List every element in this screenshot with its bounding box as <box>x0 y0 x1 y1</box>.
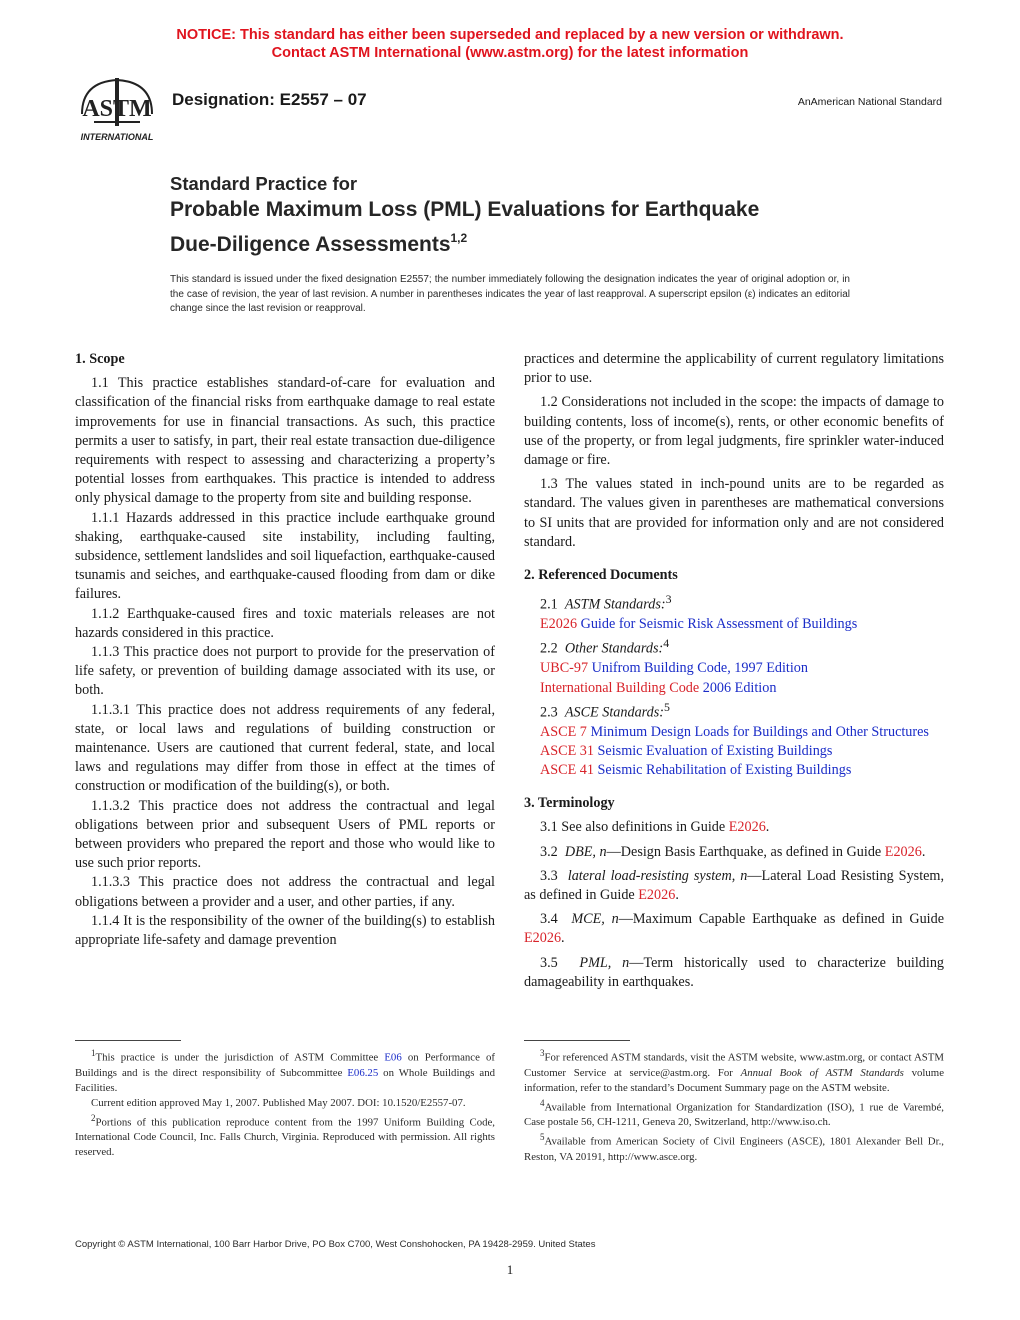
footnotes-left <box>75 1046 495 1160</box>
term-3-2: 3.2 DBE, n—Design Basis Earthquake, as defined in Guide E2026. <box>540 843 926 860</box>
footnote-1-link-e06[interactable]: E06 <box>384 1051 402 1064</box>
ref-asce31[interactable] <box>524 742 944 761</box>
ref-e2026-code[interactable]: E2026 <box>540 616 578 633</box>
intro-paragraph: This standard is issued under the fixed designation E2557; the number immediately following the designation indicates the year of original adoption or, in the case of revision, the year of last revision. A number in parentheses indicates the year of last reapproval. A superscript epsilon (ε) indicates an editorial change since the last revision or reapproval. <box>170 274 850 314</box>
title-line-3: Due-Diligence Assessments$^{1,2}$ <box>170 231 468 256</box>
ref-e2026[interactable] <box>524 615 944 634</box>
term-3-1-link[interactable]: E2026 <box>728 819 766 836</box>
withdrawal-notice <box>0 26 1020 62</box>
right-column <box>524 350 944 992</box>
logo-subtext: INTERNATIONAL <box>80 132 154 142</box>
designation: Designation: E2557 – 07 <box>172 90 367 109</box>
section-heading-referenced-documents: 2. Referenced Documents <box>524 567 678 584</box>
para-1-3: 1.3 The values stated in inch-pound units are to be regarded as standard. The values given in parentheses are mathematical conversions to SI units that are provided for information only and are not considered standard. <box>524 476 944 550</box>
ref-ibc-text[interactable]: International Building Code <box>540 679 700 696</box>
logo-text: ASTM <box>82 96 152 122</box>
astm-standards-label: 2.1 ASTM Standards:$^3$ <box>540 592 672 613</box>
footnote-1-edition: Current edition approved May 1, 2007. Published May 2007. DOI: 10.1520/E2557-07. <box>91 1096 466 1109</box>
ref-asce31-title[interactable]: Seismic Evaluation of Existing Buildings <box>597 742 833 759</box>
term-3-2-link[interactable]: E2026 <box>884 843 922 860</box>
para-1-1-3-1: 1.1.3.1 This practice does not address requirements of any federal, state, or local laws and regulations of building construction or maintenance. Users are cautioned that current federal, state, and local laws and regulations may differ from those in effect at the times of construction or modification of the building(s), or both. <box>75 701 495 795</box>
page-number: 1 <box>506 1262 514 1277</box>
ref-asce7[interactable] <box>524 723 944 742</box>
footnote-rule-right <box>524 1040 630 1041</box>
section-heading-scope: 1. Scope <box>75 351 125 367</box>
para-1-1-1: 1.1.1 Hazards addressed in this practice include earthquake ground shaking, earthquake-caused site instability, including faulting, subsidence, settlement landslides and soil liquefaction, earthquake-caused tsunamis and seiches, and earthquake-caused flooding from dam or dike failures. <box>75 509 495 603</box>
para-1-1-4: 1.1.4 It is the responsibility of the owner of the building(s) to establish appropriate life-safety and damage prevention <box>75 912 495 949</box>
ref-asce41-code[interactable]: ASCE 41 <box>540 762 594 779</box>
notice-line-2: Contact ASTM International (www.astm.org) for the latest information <box>271 45 749 61</box>
footnote-3: $^3$For referenced ASTM standards, visit the ASTM website, www.astm.org, or contact ASTM Customer Service at service@astm.org. For Annual Book of ASTM Standards volume information, refer to the standard’s Document Summary page on the ASTM website. <box>524 1048 944 1094</box>
para-1-1: 1.1 This practice establishes standard-of-care for evaluation and classification of the financial risks from earthquake damage to real estate improvements for use in financial transactions. As such, this practice permits a user to satisfy, in part, their real estate transaction due-diligence requirements with respect to assessing and characterizing a property’s potential losses from earthquakes. This practice is intended to address only physical damage to the property from site and building response. <box>75 375 495 507</box>
other-standards-label: 2.2 Other Standards:$^4$ <box>540 636 670 658</box>
term-3-4: 3.4 MCE, n—Maximum Capable Earthquake as defined in Guide E2026. <box>524 911 944 947</box>
term-3-4-link[interactable]: E2026 <box>524 930 562 947</box>
para-1-1-3-3: 1.1.3.3 This practice does not address the contractual and legal obligations between a provider and a user, and other parties, if any. <box>75 874 495 910</box>
term-3-5: 3.5 PML, n—Term historically used to characterize building damageability in earthquakes. <box>524 954 945 990</box>
footnotes-right <box>524 1046 944 1165</box>
ref-ibc[interactable] <box>524 679 944 698</box>
footnote-5: $^5$Available from American Society of Civil Engineers (ASCE), 1801 Alexander Bell Dr., Reston, VA 20191, http://www.asce.org. <box>524 1132 944 1163</box>
ref-asce7-code[interactable]: ASCE 7 <box>540 723 587 740</box>
document-title <box>170 172 870 259</box>
footnote-1: $^1$This practice is under the jurisdiction of ASTM Committee E06 on Performance of Buildings and is the direct responsibility of Subcommittee E06.25 on Whole Buildings and Facilities. <box>75 1048 495 1094</box>
title-line-1: Standard Practice for <box>170 173 358 194</box>
para-1-1-4-continued: practices and determine the applicability of current regulatory limitations prior to use. <box>524 351 944 387</box>
footnote-4: $^4$Available from International Organization for Standardization (ISO), 1 rue de Varembé, Case postale 56, CH-1211, Geneva 20, Switzerland, http://www.iso.ch. <box>524 1097 944 1129</box>
title-line-2: Probable Maximum Loss (PML) Evaluations for Earthquake <box>170 198 760 221</box>
ref-asce31-code[interactable]: ASCE 31 <box>540 742 594 759</box>
para-1-2: 1.2 Considerations not included in the scope: the impacts of damage to building contents, loss of income(s), rents, or other economic benefits of use of the property, or from legal judgments, fire sprinkler water-induced damage or fire. <box>524 394 944 469</box>
ref-ubc97[interactable] <box>524 659 944 678</box>
ref-e2026-title[interactable]: Guide for Seismic Risk Assessment of Buildings <box>580 616 858 633</box>
left-column <box>75 350 495 950</box>
ref-asce7-title[interactable]: Minimum Design Loads for Buildings and Other Structures <box>590 723 929 740</box>
ref-ibc-year[interactable]: 2006 Edition <box>702 679 777 696</box>
copyright: Copyright © ASTM International, 100 Barr Harbor Drive, PO Box C700, West Conshohocken, PA 19428-2959. United States <box>75 1239 596 1250</box>
footnote-rule-left <box>75 1040 181 1041</box>
ref-asce41-title[interactable]: Seismic Rehabilitation of Existing Buildings <box>597 762 852 779</box>
para-1-1-2: 1.1.2 Earthquake-caused fires and toxic materials releases are not hazards considered in this practice. <box>75 605 495 641</box>
ref-ubc97-code[interactable]: UBC-97 <box>540 660 589 677</box>
para-1-1-3: 1.1.3 This practice does not purport to provide for the preservation of life safety, or prevention of building damage associated with its use, or both. <box>75 644 495 699</box>
ref-ubc97-title[interactable]: Unifrom Building Code, 1997 Edition <box>591 660 808 677</box>
asce-standards-label: 2.3 ASCE Standards:$^5$ <box>540 699 670 721</box>
ref-asce41[interactable] <box>524 761 944 780</box>
title-footnote-refs: 1,2 <box>450 231 468 245</box>
footnote-1-link-e0625[interactable]: E06.25 <box>347 1066 379 1079</box>
term-3-1: 3.1 See also definitions in Guide E2026. <box>540 819 770 836</box>
american-national-standard: AnAmerican National Standard <box>797 96 942 108</box>
term-3-3-link[interactable]: E2026 <box>638 887 676 904</box>
term-3-3: 3.3 lateral load-resisting system, n—Lateral Load Resisting System, as defined in Guide E2026. <box>524 867 945 904</box>
section-heading-terminology: 3. Terminology <box>524 795 615 812</box>
astm-logo <box>74 72 160 146</box>
notice-line-1: NOTICE: This standard has either been superseded and replaced by a new version or withdrawn. <box>176 27 844 43</box>
footnote-2: $^2$Portions of this publication reproduce content from the 1997 Uniform Building Code, International Code Council, Inc. Falls Church, Virginia. Reproduced with permission. All rights reserved. <box>75 1112 495 1159</box>
para-1-1-3-2: 1.1.3.2 This practice does not address the contractual and legal obligations between prior and subsequent Users of PML reports or between providers who prepared the report and those who would like to use such prior reports. <box>75 797 495 872</box>
